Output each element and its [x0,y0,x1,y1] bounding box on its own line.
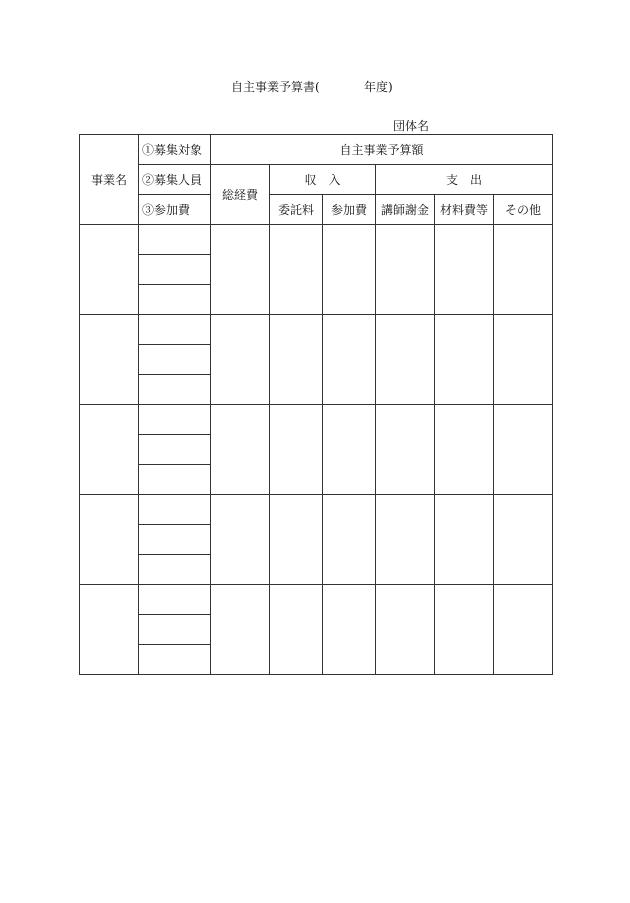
header-sankahi: 参加費 [323,195,376,225]
document-title [0,78,630,120]
cell-boshu-detail[interactable] [139,645,211,675]
cell-boshu-detail[interactable] [139,375,211,405]
cell-sonota[interactable] [494,585,553,675]
cell-sokeihi[interactable] [211,405,270,495]
title-main: 自主事業予算書( [231,80,320,94]
cell-koshi-shakin[interactable] [376,405,435,495]
cell-sonota[interactable] [494,495,553,585]
cell-sokeihi[interactable] [211,495,270,585]
entry-row [80,585,553,615]
cell-zairyohi[interactable] [435,495,494,585]
entry-row [80,495,553,525]
cell-itakuryo[interactable] [270,405,323,495]
cell-boshu-detail[interactable] [139,345,211,375]
cell-jigyomei[interactable] [80,405,139,495]
cell-itakuryo[interactable] [270,315,323,405]
cell-itakuryo[interactable] [270,225,323,315]
cell-itakuryo[interactable] [270,585,323,675]
header-zairyohi: 材料費等 [435,195,494,225]
header-sonota: その他 [494,195,553,225]
cell-itakuryo[interactable] [270,495,323,585]
header-jigyomei: 事業名 [80,135,139,225]
cell-sokeihi[interactable] [211,315,270,405]
header-koshi-shakin: 講師謝金 [376,195,435,225]
organization-name-label: 団体名 [393,119,430,133]
header-shunyu: 収 入 [270,165,376,195]
header-shishutsu: 支 出 [376,165,553,195]
cell-zairyohi[interactable] [435,585,494,675]
cell-boshu-detail[interactable] [139,285,211,315]
cell-jigyomei[interactable] [80,585,139,675]
cell-boshu-detail[interactable] [139,225,211,255]
cell-koshi-shakin[interactable] [376,585,435,675]
header-budget-title: 自主事業予算額 [211,135,553,165]
cell-boshu-detail[interactable] [139,495,211,525]
cell-jigyomei[interactable] [80,315,139,405]
header-boshu-jinin: ②募集人員 [139,165,211,195]
budget-table [79,134,553,675]
header-sokeihi: 総経費 [211,165,270,225]
cell-zairyohi[interactable] [435,315,494,405]
cell-sankahi[interactable] [323,225,376,315]
cell-boshu-detail[interactable] [139,405,211,435]
cell-boshu-detail[interactable] [139,555,211,585]
cell-sonota[interactable] [494,315,553,405]
entry-row [80,225,553,255]
cell-sonota[interactable] [494,405,553,495]
budget-table-body [80,225,553,675]
cell-sankahi[interactable] [323,495,376,585]
cell-boshu-detail[interactable] [139,255,211,285]
cell-sankahi[interactable] [323,315,376,405]
cell-boshu-detail[interactable] [139,615,211,645]
cell-zairyohi[interactable] [435,225,494,315]
cell-jigyomei[interactable] [80,495,139,585]
cell-sonota[interactable] [494,225,553,315]
cell-jigyomei[interactable] [80,225,139,315]
cell-koshi-shakin[interactable] [376,495,435,585]
title-year-suffix: 年度) [364,80,393,94]
cell-zairyohi[interactable] [435,405,494,495]
cell-sankahi[interactable] [323,585,376,675]
cell-koshi-shakin[interactable] [376,315,435,405]
cell-boshu-detail[interactable] [139,435,211,465]
cell-boshu-detail[interactable] [139,315,211,345]
cell-koshi-shakin[interactable] [376,225,435,315]
header-sankahi-label: ③参加費 [139,195,211,225]
cell-sankahi[interactable] [323,405,376,495]
cell-boshu-detail[interactable] [139,585,211,615]
cell-sokeihi[interactable] [211,225,270,315]
header-itakuryo: 委託料 [270,195,323,225]
header-boshu-taisho: ①募集対象 [139,135,211,165]
cell-sokeihi[interactable] [211,585,270,675]
entry-row [80,315,553,345]
cell-boshu-detail[interactable] [139,525,211,555]
cell-boshu-detail[interactable] [139,465,211,495]
entry-row [80,405,553,435]
